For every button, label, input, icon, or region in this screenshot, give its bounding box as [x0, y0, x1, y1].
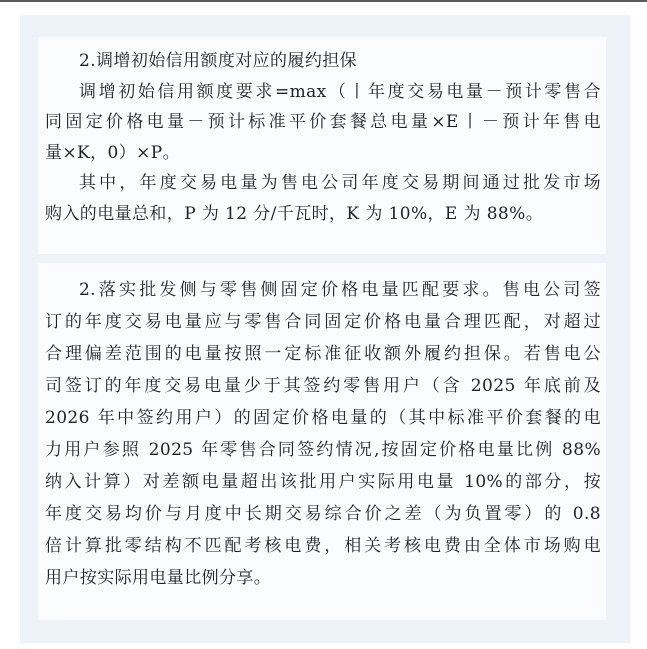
body-line: 力用户参照 2025 年零售合同签约情况,按固定价格电量比例 88% — [45, 440, 601, 460]
body-line: 订的年度交易电量应与零售合同固定价格电量合理匹配，对超过 — [45, 312, 601, 332]
formula-line: 同固定价格电量－预计标准平价套餐总电量×E丨－预计年售电 — [45, 112, 601, 132]
note-line: 其中，年度交易电量为售电公司年度交易期间通过批发市场 — [79, 173, 601, 193]
body-line: 纳入计算）对差额电量超出该批用户实际用电量 10%的部分，按 — [45, 472, 601, 492]
body-line: 倍计算批零结构不匹配考核电费，相关考核电费由全体市场购电 — [45, 536, 601, 556]
formula-line: 量×K，0）×P。 — [45, 142, 181, 163]
formula-line: 调增初始信用额度要求=max（丨年度交易电量－预计零售合 — [79, 81, 601, 102]
body-line: 合理偏差范围的电量按照一定标准征收额外履约担保。若售电公 — [45, 344, 601, 364]
excerpt-1-text — [45, 46, 601, 229]
body-line: 司签订的年度交易电量少于其签约零售用户（含 2025 年底前及 — [45, 376, 601, 396]
body-line: 2.落实批发侧与零售侧固定价格电量匹配要求。售电公司签 — [79, 280, 601, 300]
body-line: 年度交易均价与月度中长期交易综合价之差（为负置零）的 0.8 — [45, 504, 601, 524]
top-rule — [0, 0, 647, 2]
body-line: 2026 年中签约用户）的固定价格电量的（其中标准平价套餐的电 — [45, 408, 601, 428]
excerpt-1-heading: 2.调增初始信用额度对应的履约担保 — [79, 51, 358, 71]
body-line: 用户按实际用电量比例分享。 — [45, 568, 272, 588]
note-line: 购入的电量总和，P 为 12 分/千瓦时，K 为 10%，E 为 88%。 — [45, 203, 544, 224]
excerpt-2-text — [45, 274, 601, 594]
